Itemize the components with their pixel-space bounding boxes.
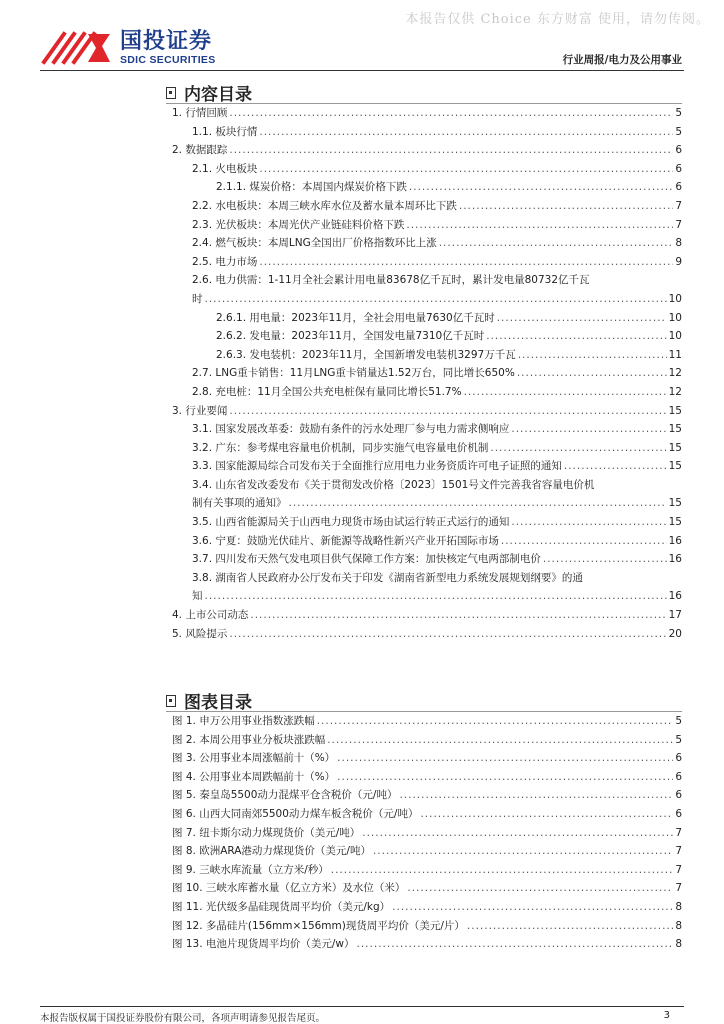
toc-entry-page: 15 (668, 516, 682, 529)
toc-entry[interactable] (172, 458, 682, 477)
page-number: 3 (663, 1010, 670, 1021)
toc-entry[interactable] (172, 161, 682, 180)
figure-entry[interactable] (172, 769, 682, 788)
toc-entry-page: 7 (675, 863, 682, 876)
leader-dots (373, 845, 673, 857)
leader-dots (331, 864, 674, 876)
toc-entry-page: 16 (668, 534, 682, 547)
toc-entry-label: 3. 行业要闻 (172, 404, 228, 417)
toc-entry[interactable] (172, 626, 682, 645)
figure-entry[interactable] (172, 862, 682, 881)
watermark: 本报告仅供 Choice 东方财富 使用，请勿传阅。 (405, 12, 710, 27)
toc-entry-page: 6 (675, 807, 682, 820)
toc-entry-page: 7 (675, 882, 682, 895)
toc-entry-label: 2.6.1. 用电量：2023年11月，全社会用电量7630亿千瓦时 (216, 311, 495, 324)
leader-dots (229, 628, 666, 640)
leader-dots (259, 163, 673, 175)
toc-entry-page: 6 (675, 770, 682, 783)
figures-title: 图表目录 (166, 688, 252, 713)
toc-entry-label: 2.7. LNG重卡销售：11月LNG重卡销量达1.52万台，同比增长650% (192, 367, 515, 380)
toc-entry-label: 2.8. 充电桩：11月全国公共充电桩保有量同比增长51.7% (192, 385, 462, 398)
toc-entry-label: 图 12. 多晶硅片(156mm×156mm)现货周平均价（美元/片） (172, 919, 465, 932)
toc-entry[interactable] (172, 421, 682, 440)
leader-dots (327, 734, 673, 746)
toc-entry-page: 8 (675, 938, 682, 951)
toc-entry-label: 2.3. 光伏板块：本周光伏产业链硅料价格下跌 (192, 218, 405, 231)
leader-dots (289, 497, 667, 509)
leader-dots (407, 882, 673, 894)
leader-dots (497, 312, 667, 324)
toc-entry-label: 1.1. 板块行情 (192, 125, 258, 138)
leader-dots (564, 460, 667, 472)
leader-dots (250, 609, 666, 621)
leader-dots (357, 938, 674, 950)
logo-text-en: SDIC SECURITIES (120, 54, 216, 66)
table-of-contents (172, 105, 682, 644)
toc-entry-label: 2.5. 电力市场 (192, 255, 258, 268)
toc-entry[interactable] (172, 217, 682, 236)
leader-dots (467, 920, 673, 932)
toc-entry-page: 7 (675, 218, 682, 231)
figure-entry[interactable] (172, 843, 682, 862)
toc-entry-label: 图 4. 公用事业本周跌幅前十（%） (172, 770, 336, 783)
toc-entry-label: 3.8. 湖南省人民政府办公厅发布关于印发《湖南省新型电力系统发展规划纲要》的通 (192, 571, 583, 584)
toc-entry-label: 3.7. 四川发布天然气发电项目供气保障工作方案：加快核定气电两部制电价 (192, 553, 541, 566)
toc-entry-page: 8 (675, 919, 682, 932)
toc-entry-page: 20 (668, 627, 682, 640)
toc-entry-page: 6 (675, 789, 682, 802)
toc-entry-label: 3.2. 广东：参考煤电容量电价机制，同步实施气电容量电价机制 (192, 441, 489, 454)
leader-dots (406, 219, 673, 231)
toc-entry-page: 8 (675, 237, 682, 250)
toc-entry-label: 2.6.2. 发电量：2023年11月，全国发电量7310亿千瓦时 (216, 330, 485, 343)
toc-entry-page: 15 (668, 441, 682, 454)
toc-entry-label: 图 8. 欧洲ARA港动力煤现货价（美元/吨） (172, 845, 371, 858)
logo-text-cn: 国投证券 (120, 29, 213, 54)
footer-divider (40, 1006, 684, 1007)
toc-entry-page: 6 (675, 752, 682, 765)
figure-entry[interactable] (172, 936, 682, 955)
copyright-notice: 本报告版权属于国投证券股份有限公司，各项声明请参见报告尾页。 (40, 1013, 326, 1024)
leader-dots (399, 789, 673, 801)
toc-entry-page: 15 (668, 497, 682, 510)
figure-entry[interactable] (172, 732, 682, 751)
section-marker-icon (166, 87, 176, 99)
toc-entry-label: 3.4. 山东省发改委发布《关于贯彻发改价格〔2023〕1501号文件完善我省容量电价机 (192, 478, 595, 491)
report-category: 行业周报/电力及公用事业 (562, 54, 682, 66)
toc-entry-label: 2.6.3. 发电装机：2023年11月，全国新增发电装机3297万千瓦 (216, 348, 516, 361)
company-logo (40, 24, 240, 70)
toc-entry-label: 图 2. 本周公用事业分板块涨跌幅 (172, 733, 326, 746)
toc-entry[interactable] (172, 477, 682, 496)
toc-entry-page: 15 (668, 404, 682, 417)
toc-entry-page: 7 (675, 826, 682, 839)
toc-entry[interactable] (172, 570, 682, 589)
toc-entry-label: 图 7. 纽卡斯尔动力煤现货价（美元/吨） (172, 826, 361, 839)
toc-entry-label: 1. 行情回顾 (172, 107, 228, 119)
leader-dots (486, 330, 666, 342)
toc-entry[interactable] (172, 272, 682, 291)
toc-entry-page: 9 (675, 255, 682, 268)
toc-entry-page: 6 (675, 162, 682, 175)
toc-entry-label: 制有关事项的通知》 (192, 497, 287, 510)
leader-dots (205, 293, 667, 305)
toc-entry[interactable] (172, 235, 682, 254)
toc-entry-label: 图 10. 三峡水库蓄水量（亿立方米）及水位（米） (172, 882, 406, 895)
figure-entry[interactable] (172, 899, 682, 918)
toc-entry-page: 10 (668, 292, 682, 305)
toc-entry-label: 图 1. 申万公用事业指数涨跌幅 (172, 715, 315, 727)
leader-dots (337, 771, 673, 783)
toc-entry[interactable] (172, 310, 682, 329)
toc-entry[interactable] (172, 347, 682, 366)
toc-entry-label: 2.1. 火电板块 (192, 162, 258, 175)
toc-entry-page: 7 (675, 845, 682, 858)
toc-entry-label: 2.4. 燃气板块：本周LNG全国出厂价格指数环比上涨 (192, 237, 437, 250)
toc-entry-page: 17 (668, 609, 682, 622)
toc-entry-label: 3.5. 山西省能源局关于山西电力现货市场由试运行转正式运行的通知 (192, 516, 510, 529)
toc-entry-label: 3.1. 国家发展改革委：鼓励有条件的污水处理厂参与电力需求侧响应 (192, 423, 510, 436)
toc-entry-page: 10 (668, 330, 682, 343)
toc-entry[interactable] (172, 254, 682, 273)
figure-entry[interactable] (172, 825, 682, 844)
toc-entry-label: 2.2. 水电板块：本周三峡水库水位及蓄水量本周环比下跌 (192, 199, 457, 212)
figure-entry[interactable] (172, 713, 682, 732)
toc-entry[interactable] (172, 607, 682, 626)
leader-dots (511, 516, 666, 528)
toc-entry-page: 5 (675, 125, 682, 138)
figure-entry[interactable] (172, 918, 682, 937)
leader-dots (317, 715, 674, 727)
toc-entry-page: 12 (668, 385, 682, 398)
toc-entry[interactable] (172, 403, 682, 422)
toc-entry[interactable] (172, 179, 682, 198)
toc-entry[interactable] (172, 440, 682, 459)
leader-dots (420, 808, 673, 820)
leader-dots (517, 367, 667, 379)
figure-entry[interactable] (172, 806, 682, 825)
toc-title: 内容目录 (166, 80, 252, 105)
toc-entry-label: 图 3. 公用事业本周涨幅前十（%） (172, 752, 336, 765)
leader-dots (459, 200, 673, 212)
toc-entry-label: 3.3. 国家能源局综合司发布关于全面推行应用电力业务资质许可电子证照的通知 (192, 460, 562, 473)
leader-dots (543, 553, 667, 565)
leader-dots (409, 181, 673, 193)
leader-dots (464, 386, 667, 398)
leader-dots (392, 901, 673, 913)
figure-entry[interactable] (172, 880, 682, 899)
logo-mark-icon (40, 26, 114, 66)
figure-entry[interactable] (172, 750, 682, 769)
toc-entry-label: 图 5. 秦皇岛5500动力混煤平仓含税价（元/吨） (172, 789, 398, 802)
leader-dots (259, 126, 673, 138)
header-divider (40, 70, 684, 71)
leader-dots (337, 752, 673, 764)
toc-entry-page: 5 (675, 715, 682, 727)
toc-entry[interactable] (172, 198, 682, 217)
leader-dots (259, 256, 673, 268)
toc-entry-page: 12 (668, 367, 682, 380)
toc-entry-label: 2. 数据跟踪 (172, 144, 228, 157)
figures-title-rule (166, 711, 682, 712)
toc-entry-label: 时 (192, 292, 203, 305)
toc-entry-page: 10 (668, 311, 682, 324)
toc-entry-page: 16 (668, 590, 682, 603)
toc-entry-page: 5 (675, 107, 682, 119)
toc-entry-page: 6 (675, 181, 682, 194)
list-of-figures (172, 713, 682, 955)
toc-entry[interactable] (172, 365, 682, 384)
toc-entry-page: 5 (675, 733, 682, 746)
toc-entry-label: 2.6. 电力供需：1-11月全社会累计用电量83678亿千瓦时，累计发电量80732亿千瓦 (192, 274, 590, 287)
toc-entry-label: 2.1.1. 煤炭价格：本周国内煤炭价格下跌 (216, 181, 407, 194)
toc-title-rule (166, 103, 682, 104)
leader-dots (229, 107, 673, 119)
toc-entry[interactable] (172, 124, 682, 143)
leader-dots (205, 590, 667, 602)
leader-dots (518, 349, 667, 361)
leader-dots (511, 423, 666, 435)
toc-entry-page: 11 (668, 348, 682, 361)
toc-entry-page: 15 (668, 423, 682, 436)
leader-dots (229, 405, 666, 417)
toc-entry-label: 知 (192, 590, 203, 603)
leader-dots (229, 144, 673, 156)
toc-entry-label: 5. 风险提示 (172, 627, 228, 640)
toc-entry-label: 图 9. 三峡水库流量（立方米/秒） (172, 863, 329, 876)
leader-dots (439, 237, 674, 249)
toc-entry[interactable] (172, 384, 682, 403)
toc-entry[interactable] (172, 291, 682, 310)
toc-entry[interactable] (172, 105, 682, 124)
toc-entry-page: 15 (668, 460, 682, 473)
toc-entry[interactable] (172, 328, 682, 347)
toc-entry-page: 8 (675, 900, 682, 913)
toc-entry[interactable] (172, 495, 682, 514)
leader-dots (490, 442, 666, 454)
toc-entry[interactable] (172, 142, 682, 161)
toc-entry[interactable] (172, 533, 682, 552)
toc-entry-label: 图 6. 山西大同南郊5500动力煤车板含税价（元/吨） (172, 807, 419, 820)
toc-entry[interactable] (172, 514, 682, 533)
section-marker-icon (166, 695, 176, 707)
toc-entry-page: 16 (668, 553, 682, 566)
toc-entry[interactable] (172, 588, 682, 607)
leader-dots (501, 535, 667, 547)
toc-entry-page: 6 (675, 144, 682, 157)
figure-entry[interactable] (172, 787, 682, 806)
toc-entry-label: 4. 上市公司动态 (172, 609, 249, 622)
toc-entry-label: 图 13. 电池片现货周平均价（美元/w） (172, 938, 355, 951)
toc-entry[interactable] (172, 551, 682, 570)
toc-entry-page: 7 (675, 199, 682, 212)
toc-entry-label: 3.6. 宁夏：鼓励光伏硅片、新能源等战略性新兴产业开拓国际市场 (192, 534, 499, 547)
toc-entry-label: 图 11. 光伏级多晶硅现货周平均价（美元/kg） (172, 900, 391, 913)
leader-dots (362, 827, 673, 839)
